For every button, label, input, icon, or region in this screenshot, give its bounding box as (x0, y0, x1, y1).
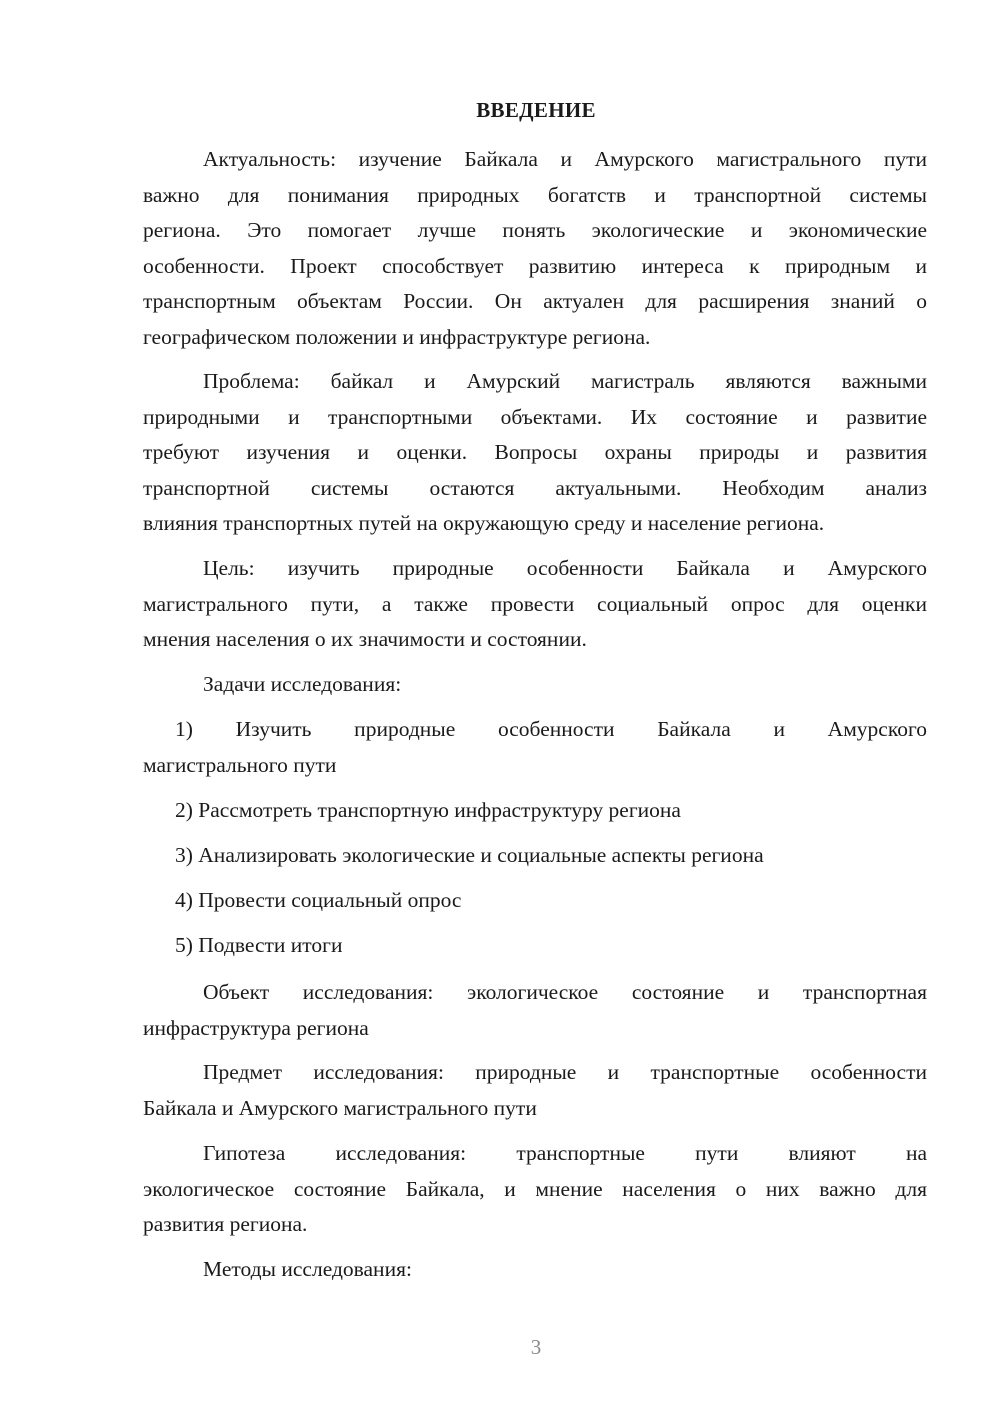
text-line: Актуальность: изучение Байкала и Амурского магистрального пути (203, 147, 927, 171)
relevance-paragraph (143, 142, 927, 355)
task-item: 3) Анализировать экологические и социальные аспекты региона (175, 843, 764, 867)
text-line: транспортным объектам России. Он актуален для расширения знаний о (143, 289, 927, 313)
text-line: магистрального пути, а также провести социальный опрос для оценки (143, 591, 927, 616)
text-line: природными и транспортными объектами. Их состояние и развитие (143, 404, 927, 429)
methods-heading (143, 1252, 927, 1288)
text-line: Предмет исследования: природные и транспортные особенности (203, 1060, 927, 1084)
text-line: влияния транспортных путей на окружающую среду и население региона. (143, 511, 825, 535)
task-item: 4) Провести социальный опрос (175, 888, 462, 912)
object-paragraph (143, 975, 927, 1046)
text-line: развития региона. (143, 1212, 308, 1236)
text-line: Задачи исследования: (203, 672, 402, 696)
section-heading: ВВЕДЕНИЕ (476, 98, 596, 122)
tasks-heading (143, 667, 927, 703)
page-number: 3 (530, 1335, 542, 1359)
text-line: мнения населения о их значимости и состоянии. (143, 627, 587, 651)
text-line: важно для понимания природных богатств и транспортной системы (143, 182, 927, 207)
text-line: 1) Изучить природные особенности Байкала и Амурского (175, 717, 927, 741)
task-item: 5) Подвести итоги (175, 933, 343, 957)
goal-paragraph (143, 551, 927, 658)
text-line: Байкала и Амурского магистрального пути (143, 1095, 537, 1120)
text-line: экологическое состояние Байкала, и мнение населения о них важно для (143, 1176, 927, 1201)
text-line: особенности. Проект способствует развитию интереса к природным и (143, 253, 927, 278)
problem-paragraph (143, 364, 927, 542)
text-line: Гипотеза исследования: транспортные пути влияют на (203, 1141, 927, 1165)
text-line: Методы исследования: (203, 1257, 412, 1281)
task-item: 2) Рассмотреть транспортную инфраструктуру региона (175, 798, 681, 822)
text-line: инфраструктура региона (143, 1015, 369, 1040)
subject-paragraph (143, 1055, 927, 1126)
hypothesis-paragraph (143, 1136, 927, 1243)
text-line: Объект исследования: экологическое состояние и транспортная (203, 980, 927, 1004)
task-item (143, 712, 927, 783)
text-line: магистрального пути (143, 752, 337, 777)
text-line: региона. Это помогает лучше понять экологические и экономические (143, 218, 927, 242)
text-line: географическом положении и инфраструктуре региона. (143, 324, 651, 349)
text-line: требуют изучения и оценки. Вопросы охраны природы и развития (143, 440, 927, 464)
text-line: Цель: изучить природные особенности Байкала и Амурского (203, 556, 927, 580)
text-line: Проблема: байкал и Амурский магистраль являются важными (203, 369, 927, 393)
text-line: транспортной системы остаются актуальными. Необходим анализ (143, 475, 927, 500)
